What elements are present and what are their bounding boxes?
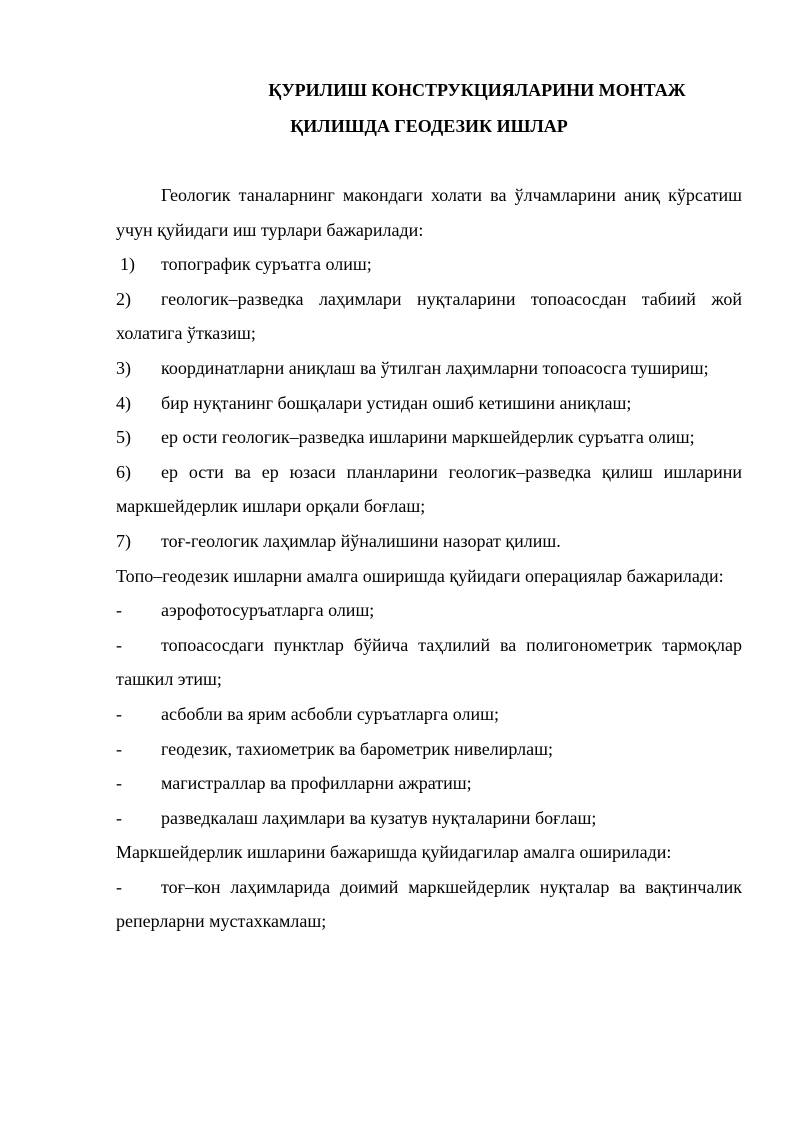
list-item-text: тоғ-геологик лаҳимлар йўналишини назорат қилиш. <box>161 530 561 551</box>
list-item <box>116 386 742 421</box>
document-title-line-1: ҚУРИЛИШ КОНСТРУКЦИЯЛАРИНИ МОНТАЖ <box>268 80 686 100</box>
list-marker: - <box>116 703 122 724</box>
list-item <box>116 282 742 351</box>
list-marker: 2) <box>116 288 131 309</box>
list-marker: - <box>116 876 122 897</box>
list-marker: - <box>116 773 122 794</box>
list-item <box>116 766 742 801</box>
list-item <box>116 801 742 836</box>
list-item <box>116 247 742 282</box>
list-marker: - <box>116 738 122 759</box>
list-item-text: бир нуқтанинг бошқалари устидан ошиб кетишини аниқлаш; <box>161 392 632 413</box>
list-marker: 7) <box>116 530 131 551</box>
list-item-text: координатларни аниқлаш ва ўтилган лаҳимларни топоасосга тушириш; <box>161 357 709 378</box>
list-item-text: разведкалаш лаҳимлари ва кузатув нуқталарини боғлаш; <box>161 807 597 828</box>
list-marker: - <box>116 807 122 828</box>
list-marker: 3) <box>116 357 131 378</box>
operations-paragraph: Топо–геодезик ишларни амалга оширишда қуйидаги операциялар бажарилади: <box>116 565 724 586</box>
list-item <box>116 870 742 939</box>
list-marker: 4) <box>116 392 131 413</box>
list-item-text: аэрофотосуръатларга олиш; <box>161 600 375 621</box>
list-item-text: топоасосдаги пунктлар бўйича таҳлилий ва полигонометрик тармоқлар ташкил этиш; <box>116 634 742 690</box>
list-item-text: топографик суръатга олиш; <box>161 254 372 275</box>
list-item <box>116 628 742 697</box>
list-item-text: геодезик, тахиометрик ва барометрик нивелирлаш; <box>161 738 553 759</box>
document-title-line-2: ҚИЛИШДА ГЕОДЕЗИК ИШЛАР <box>290 116 568 136</box>
list-item <box>116 524 742 559</box>
list-item-text: ер ости геологик–разведка ишларини маркшейдерлик суръатга олиш; <box>161 427 695 448</box>
list-item-text: тоғ–кон лаҳимларида доимий маркшейдерлик нуқталар ва вақтинчалик реперларни мустахкамлаш; <box>116 876 742 932</box>
list-item <box>116 420 742 455</box>
surveying-paragraph: Маркшейдерлик ишларини бажаришда қуйидагилар амалга оширилади: <box>116 842 672 863</box>
list-item <box>116 732 742 767</box>
list-marker: - <box>116 600 122 621</box>
list-item-text: магистраллар ва профилларни ажратиш; <box>161 773 472 794</box>
list-item <box>116 351 742 386</box>
list-item <box>116 697 742 732</box>
list-marker: - <box>116 634 122 655</box>
list-item <box>116 455 742 524</box>
list-item-text: ер ости ва ер юзаси планларини геологик–разведка қилиш ишларини маркшейдерлик ишлари орқали боғлаш; <box>116 461 742 517</box>
intro-paragraph: Геологик таналарнинг макондаги холати ва ўлчамларини аниқ кўрсатиш учун қуйидаги иш турлари бажарилади: <box>116 185 742 240</box>
list-item-text: геологик–разведка лаҳимлари нуқталарини топоасосдан табиий жой холатига ўтказиш; <box>116 288 742 344</box>
list-marker: 6) <box>116 461 131 482</box>
list-marker: 1) <box>120 254 135 275</box>
document-body <box>116 178 742 939</box>
list-item <box>116 593 742 628</box>
list-item-text: асбобли ва ярим асбобли суръатларга олиш; <box>161 703 500 724</box>
list-marker: 5) <box>116 427 131 448</box>
